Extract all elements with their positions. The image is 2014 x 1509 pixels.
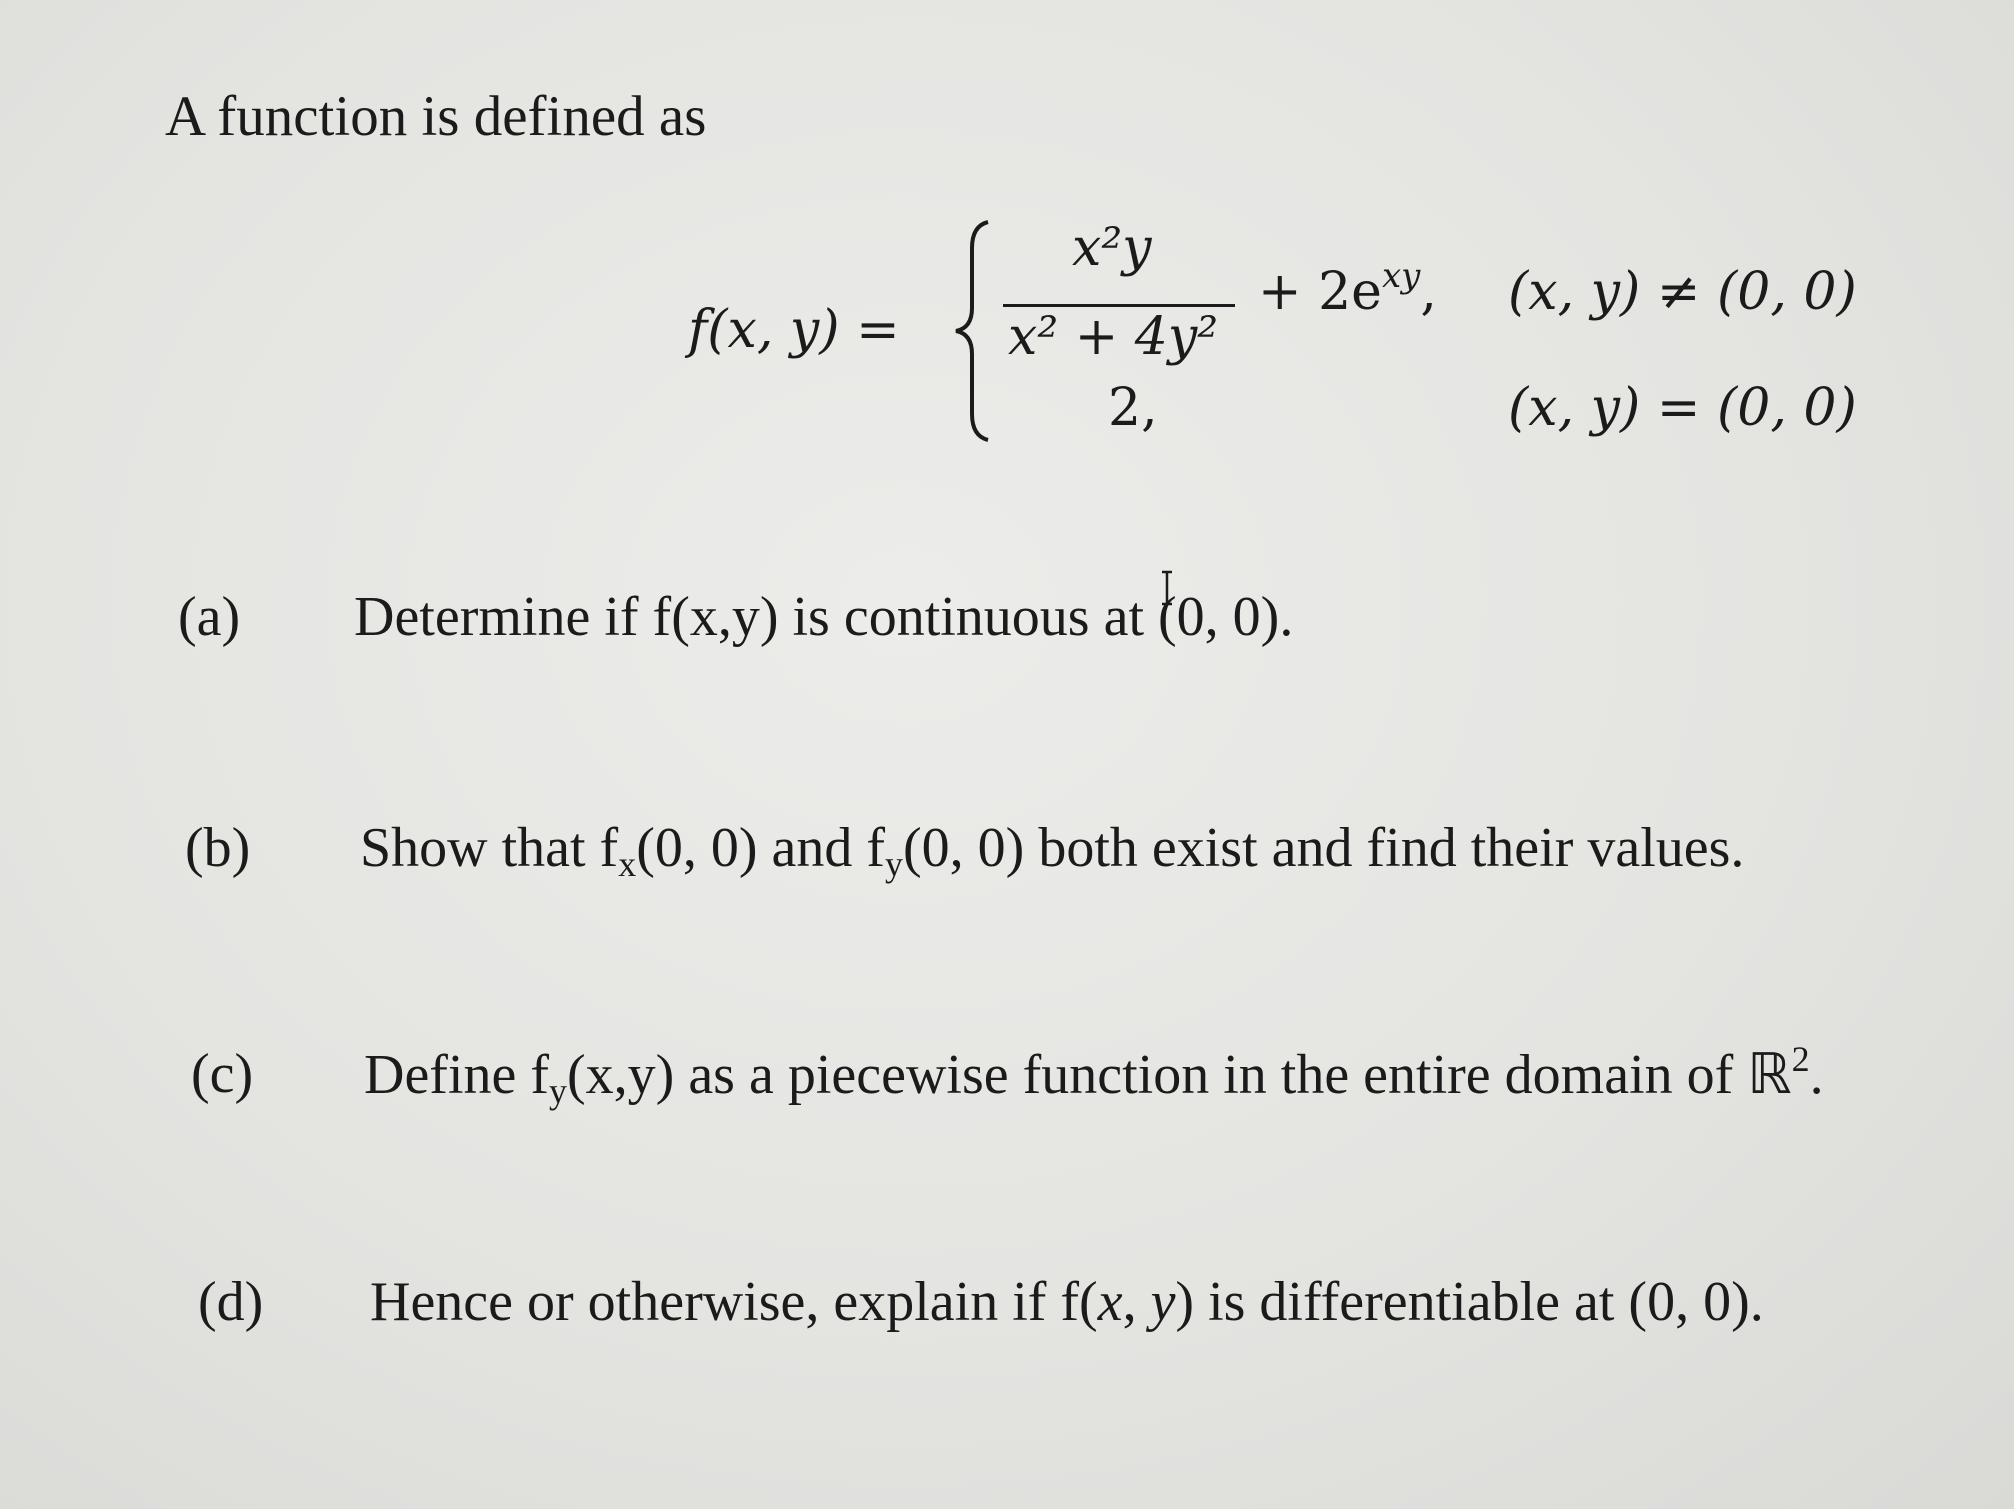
question-c-label: (c)	[191, 1043, 254, 1105]
question-b-text	[360, 816, 1745, 884]
intro-text: A function is defined as	[165, 85, 707, 148]
question-d-post: ) is differentiable at (0, 0).	[1175, 1271, 1764, 1333]
question-d-pre: Hence or otherwise, explain if f(	[370, 1271, 1098, 1333]
question-c-sup: 2	[1791, 1039, 1810, 1079]
condition-1: (x, y) ≠ (0, 0)	[1508, 262, 1857, 322]
question-d-text	[370, 1270, 1764, 1334]
formula-lhs: f(x, y) =	[688, 300, 900, 360]
question-c-end: .	[1809, 1044, 1824, 1106]
question-b-sub-x: x	[618, 844, 637, 884]
question-c-pre: Define f	[364, 1044, 550, 1106]
condition-2: (x, y) = (0, 0)	[1508, 378, 1857, 438]
fraction-numerator: x²y	[1072, 218, 1152, 278]
left-brace	[950, 218, 1000, 444]
case-2-value: 2,	[1108, 378, 1158, 438]
question-c-sub-y: y	[549, 1071, 568, 1111]
question-b-post: (0, 0) both exist and find their values.	[903, 817, 1745, 879]
question-b-pre: Show that f	[360, 817, 619, 879]
exp-term	[1258, 256, 1437, 322]
fraction-denominator: x² + 4y²	[1008, 307, 1219, 367]
exp-power: xy	[1381, 256, 1421, 296]
question-d-x: x	[1097, 1271, 1123, 1333]
question-a-text: Determine if f(x,y) is continuous at (0, 0).	[354, 586, 1294, 648]
question-a-label: (a)	[178, 586, 241, 648]
question-d-label: (d)	[198, 1271, 264, 1333]
exp-base: + 2e	[1258, 262, 1382, 322]
question-d-y: y	[1150, 1271, 1176, 1333]
question-b-sub-y: y	[885, 844, 904, 884]
question-b-mid: (0, 0) and f	[636, 817, 886, 879]
text-cursor-icon	[1160, 570, 1174, 606]
question-c-text	[364, 1039, 1824, 1111]
question-d-sep: ,	[1122, 1271, 1151, 1333]
question-b-label: (b)	[185, 817, 251, 879]
question-c-post: (x,y) as a piecewise function in the entire domain of ℝ	[567, 1044, 1792, 1106]
exp-comma: ,	[1420, 262, 1437, 322]
